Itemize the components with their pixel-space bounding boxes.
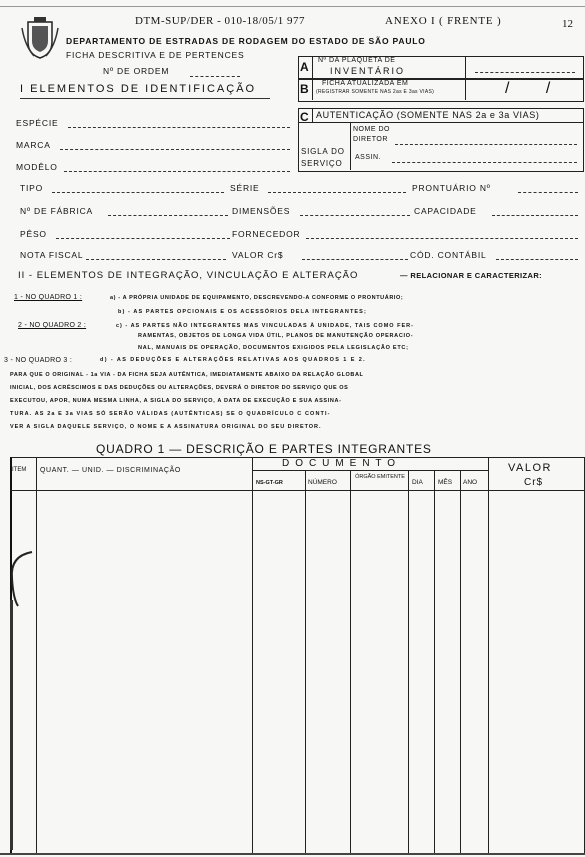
col-documento-label: D O C U M E N T O	[282, 458, 397, 469]
nota-fiscal-label: NOTA FISCAL	[20, 250, 84, 260]
update-date-field[interactable]: / /	[505, 80, 567, 97]
col-divider-orgao	[350, 470, 351, 855]
col-ns-label: NS-GT-GR	[256, 480, 283, 486]
col-orgao-label: ÓRGÃO EMITENTE	[355, 474, 405, 480]
box-c-sigla-divider	[350, 122, 351, 170]
especie-label: ESPÉCIE	[16, 118, 59, 128]
nota-fiscal-field[interactable]	[86, 259, 226, 260]
inventory-plate-field[interactable]	[475, 72, 575, 73]
box-a-label-2: INVENTÁRIO	[330, 66, 406, 76]
fabrica-label: Nº DE FÁBRICA	[20, 206, 94, 216]
form-code: DTM-SUP/DER - 010-18/05/1 977	[135, 15, 306, 27]
q3-label: 3 - NO QUADRO 3 :	[4, 357, 73, 364]
cod-contabil-field[interactable]	[496, 259, 578, 260]
prontuario-field[interactable]	[518, 192, 578, 193]
director-name-field[interactable]	[395, 144, 577, 145]
peso-field[interactable]	[56, 238, 230, 239]
tipo-label: TIPO	[20, 183, 44, 193]
section2-subtitle: — RELACIONAR E CARACTERIZAR:	[400, 271, 543, 280]
box-b-field-divider	[465, 78, 466, 100]
col-valor-label: VALOR	[508, 462, 552, 474]
box-c-letter: C	[300, 110, 309, 124]
col-divider-valor	[488, 457, 489, 855]
q3-item-d: d) - AS DEDUÇÕES E ALTERAÇÕES RELATIVAS AOS QUADROS 1 E 2.	[100, 357, 367, 363]
dimensoes-label: DIMENSÕES	[232, 206, 291, 216]
cod-contabil-label: CÓD. CONTÁBIL	[410, 250, 487, 260]
capacidade-label: CAPACIDADE	[414, 206, 477, 216]
instructions-line-1: PARA QUE O ORIGINAL - 1a VIA - DA FICHA SEJA AUTÊNTICA, IMEDIATAMENTE ABAIXO DA RELAÇÃO GLOBAL	[10, 372, 364, 378]
box-b-label-2: (REGISTRAR SOMENTE NAS 2as E 3as VIAS)	[316, 89, 435, 95]
assin-label: ASSIN.	[355, 154, 381, 161]
nome-label: NOME DO DIRETOR	[353, 126, 390, 143]
q1-item-b: b) - AS PARTES OPCIONAIS E OS ACESSÓRIOS DELA INTEGRANTES;	[118, 309, 367, 315]
modelo-field[interactable]	[64, 171, 290, 172]
box-a-field-divider	[465, 56, 466, 78]
instructions-line-4: TURA. AS 2a E 3a VIAS SÓ SERÃO VÁLIDAS (AUTÊNTICAS) SE O QUADRÍCULO C CONTI-	[10, 411, 331, 417]
col-divider-dia	[408, 470, 409, 855]
col-numero-label: NÚMERO	[308, 479, 337, 486]
department-name: DEPARTAMENTO DE ESTRADAS DE RODAGEM DO ESTADO DE SÃO PAULO	[66, 36, 426, 46]
col-dia-label: DIA	[412, 479, 423, 486]
q1-label: 1 - NO QUADRO 1 :	[14, 294, 83, 301]
col-ano-label: ANO	[463, 479, 478, 486]
q2-label: 2 - NO QUADRO 2 :	[18, 322, 87, 329]
col-divider-mes	[434, 470, 435, 855]
box-c-title: AUTENTICAÇÃO (SOMENTE NAS 2a e 3a VIAS)	[316, 110, 540, 120]
instructions-line-2: INICIAL, DOS ACRÉSCIMOS E DAS DEDUÇÕES OU ALTERAÇÕES, DEVERÁ O DIRETOR DO SERVIÇO QUE OS	[10, 385, 349, 391]
quadro1-header-rule	[10, 490, 584, 491]
prontuario-label: PRONTUÁRIO Nº	[412, 183, 491, 193]
dimensoes-field[interactable]	[300, 215, 410, 216]
especie-field[interactable]	[68, 127, 290, 128]
col-divider-numero	[305, 470, 306, 855]
annex-label: ANEXO I ( FRENTE )	[385, 15, 502, 27]
scan-shadow	[10, 600, 13, 850]
marca-label: MARCA	[16, 140, 51, 150]
fornecedor-field[interactable]	[306, 238, 578, 239]
col-mes-label: MÊS	[438, 479, 453, 486]
marca-field[interactable]	[60, 149, 290, 150]
page-number: 12	[562, 18, 573, 30]
q2-item-c1: c) - AS PARTES NÃO INTEGRANTES MAS VINCULADAS À UNIDADE, TAIS COMO FER-	[116, 323, 414, 329]
box-a-label-1: Nº DA PLAQUETA DE	[318, 57, 396, 64]
box-c-title-rule	[298, 122, 584, 123]
fornecedor-label: FORNECEDOR	[232, 229, 301, 239]
serie-label: SÉRIE	[230, 183, 260, 193]
q2-item-c2: RAMENTAS, OBJETOS DE LONGA VIDA ÚTIL, PLANOS DE MANUTENÇÃO OPERACIO-	[138, 333, 414, 339]
sigla-label: SIGLA DO SERVIÇO	[301, 147, 345, 168]
box-c-title-divider	[312, 108, 313, 122]
box-a-letter: A	[300, 60, 309, 74]
col-crs-label: Cr$	[524, 477, 544, 488]
section2-title: II - ELEMENTOS DE INTEGRAÇÃO, VINCULAÇÃO E ALTERAÇÃO	[18, 270, 359, 281]
valor-field[interactable]	[302, 259, 408, 260]
tipo-field[interactable]	[52, 192, 224, 193]
section1-underline	[20, 98, 270, 99]
col-divider-item	[36, 457, 37, 855]
form-title: FICHA DESCRITIVA E DE PERTENCES	[66, 50, 245, 60]
valor-label: VALOR Cr$	[232, 250, 284, 260]
modelo-label: MODÊLO	[16, 162, 58, 172]
documento-subheader-rule	[252, 470, 488, 471]
serie-field[interactable]	[268, 192, 406, 193]
col-divider-ano	[460, 470, 461, 855]
q1-item-a: a) - A PRÓPRIA UNIDADE DE EQUIPAMENTO, DESCREVENDO-A CONFORME O PRONTUÁRIO;	[110, 295, 404, 301]
instructions-line-5: VER A SIGLA DAQUELE SERVIÇO, O NOME E A ASSINATURA ORIGINAL DO SEU DIRETOR.	[10, 424, 322, 430]
order-number-field[interactable]	[190, 76, 240, 77]
signature-field[interactable]	[392, 162, 577, 163]
col-item-label: ITEM	[12, 467, 27, 473]
section1-title: I ELEMENTOS DE IDENTIFICAÇÃO	[20, 83, 257, 95]
peso-label: PÊSO	[20, 229, 47, 239]
bottom-rule	[0, 853, 585, 855]
fabrica-field[interactable]	[108, 215, 228, 216]
top-rule	[0, 6, 585, 7]
instructions-line-3: EXECUTOU, APOR, NUMA MESMA LINHA, A SIGLA DO SERVIÇO, A DATA DE EXECUÇÃO E SUA ASSINA-	[10, 398, 342, 404]
quadro1-title: QUADRO 1 — DESCRIÇÃO E PARTES INTEGRANTES	[96, 442, 432, 456]
col-divider-doc-start	[252, 457, 253, 855]
col-quant-label: QUANT. — UNID. — DISCRIMINAÇÃO	[40, 467, 181, 474]
q2-item-c3: NAL, MANUAIS DE OPERAÇÃO, DOCUMENTOS EXIGIDOS PELA LEGISLAÇÃO ETC;	[138, 345, 409, 351]
capacidade-field[interactable]	[492, 215, 578, 216]
box-b-letter: B	[300, 82, 309, 96]
coat-of-arms-icon	[20, 16, 60, 60]
box-b-label-1: FICHA ATUALIZADA EM	[322, 80, 409, 87]
quadro1-table	[10, 457, 585, 855]
order-number-label: Nº DE ORDEM	[103, 66, 170, 76]
binding-mark-icon	[4, 548, 34, 608]
